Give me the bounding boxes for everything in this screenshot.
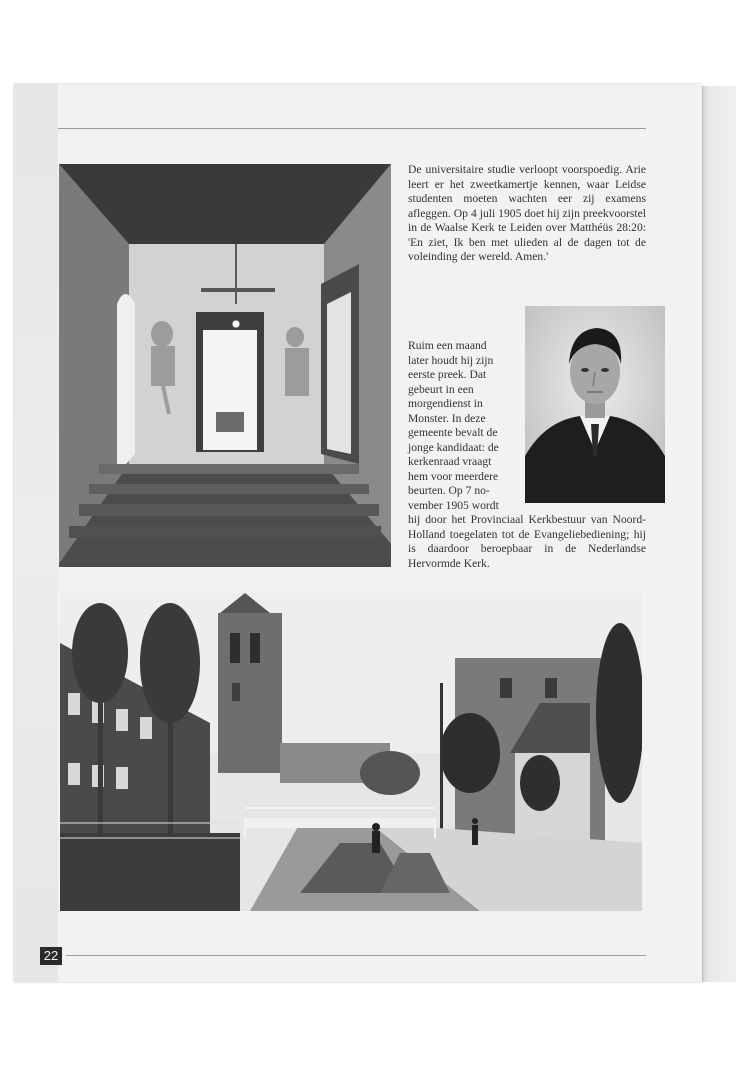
top-rule (58, 128, 646, 129)
text-line: Ruim een maand (408, 339, 487, 352)
portrait-photo (525, 306, 665, 503)
bottom-rule (66, 955, 646, 956)
paragraph-first-sermon (408, 339, 513, 513)
text-line: kerkenraad vraagt (408, 455, 492, 468)
page-number: 22 (40, 947, 62, 965)
text-line: jonge kandidaat: de (408, 440, 499, 454)
paragraph-study: De universitaire studie verloopt voorspoedig. Arie leert er het zweetkamertje kennen, waar Leidse studenten moeten wachten eer zij examens afleggen. Op 4 juli 1905 doet hij zijn preekvoorstel in de Waalse Kerk te Leiden over Matthéüs 28:20: 'En ziet, Ik ben met ulieden al de dagen tot de voleinding der wereld. Amen.' (408, 163, 646, 263)
text-line: beurten. Op 7 no- (408, 484, 490, 497)
page-background-strip (14, 84, 58, 982)
page-edge (702, 86, 736, 982)
text-line: later houdt hij zijn (408, 353, 494, 367)
text-line: gemeente bevalt de (408, 426, 498, 439)
text-line: gebeurt in een (408, 382, 474, 396)
street-canal-photo (60, 593, 642, 911)
interior-photo (59, 164, 391, 567)
text-line: morgendienst in (408, 397, 483, 410)
text-line: eerste preek. Dat (408, 368, 487, 381)
text-line: Monster. In deze (408, 411, 486, 425)
text-line: hem voor meerdere (408, 469, 499, 483)
text-line: vember 1905 wordt (408, 498, 499, 512)
paragraph-first-sermon-continued: hij door het Provinciaal Kerkbestuur van Noord-Holland toegelaten tot de Evangeliebediening; hij is daardoor beroepbaar in de Nederlandse Hervormde Kerk. (408, 513, 646, 570)
